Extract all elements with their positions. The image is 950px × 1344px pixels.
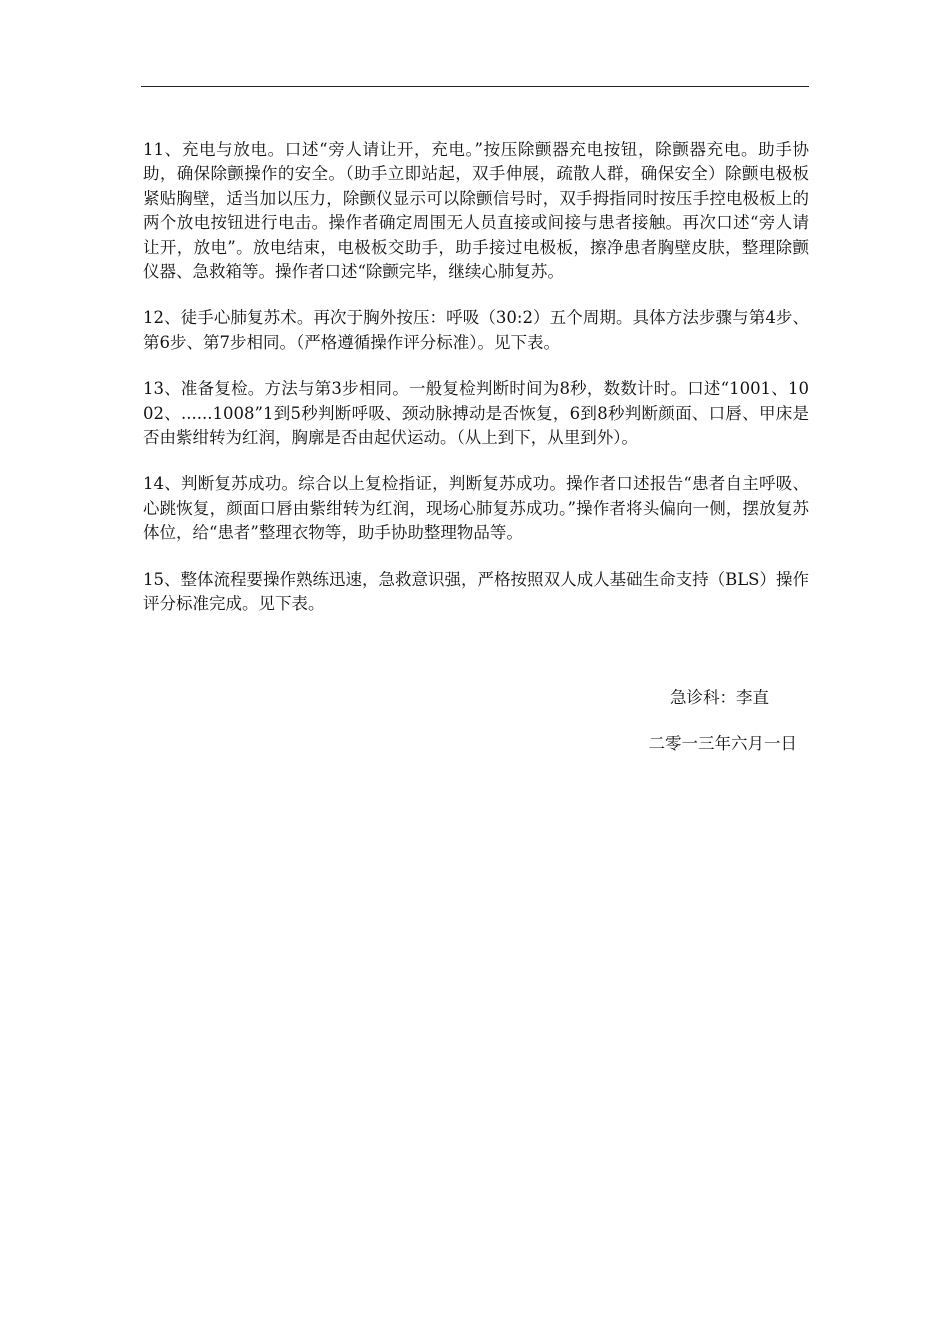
paragraph-step-14: 14、判断复苏成功。综合以上复检指证，判断复苏成功。操作者口述报告“患者自主呼吸、心跳恢复，颜面口唇由紫绀转为红润，现场心肺复苏成功。”操作者将头偏向一侧，摆放复苏体位，给“患者”整理衣物等，助手协助整理物品等。 [143,474,809,543]
signature-department: 急诊科：李直 [670,688,769,707]
header-rule [141,86,809,87]
paragraph-step-15: 15、整体流程要操作熟练迅速，急救意识强，严格按照双人成人基础生命支持（BLS）操作评分标准完成。见下表。 [143,569,809,614]
document-body [143,138,809,639]
paragraph-step-13: 13、准备复检。方法与第3步相同。一般复检判断时间为8秒，数数计时。口述“1001、1002、......1008”1到5秒判断呼吸、颈动脉搏动是否恢复，6到8秒判断颜面、口唇、甲床是否由紫绀转为红润，胸廓是否由起伏运动。（从上到下，从里到外）。 [143,379,809,448]
signature-block [649,686,798,756]
signature-date: 二零一三年六月一日 [648,734,797,753]
paragraph-step-12: 12、徒手心肺复苏术。再次于胸外按压：呼吸（30:2）五个周期。具体方法步骤与第4步、第6步、第7步相同。（严格遵循操作评分标准）。见下表。 [143,308,809,352]
paragraph-step-11: 11、充电与放电。口述“旁人请让开，充电。”按压除颤器充电按钮，除颤器充电。助手协助，确保除颤操作的安全。（助手立即站起，双手伸展，疏散人群，确保安全）除颤电极板紧贴胸壁，适当加以压力，除颤仪显示可以除颤信号时，双手拇指同时按压手控电极板上的两个放电按钮进行电击。操作者确定周围无人员直接或间接与患者接触。再次口述“旁人请让开，放电”。放电结束，电极板交助手，助手接过电极板，擦净患者胸壁皮肤，整理除颤仪器、急救箱等。操作者口述“除颤完毕，继续心肺复苏。 [143,140,809,282]
